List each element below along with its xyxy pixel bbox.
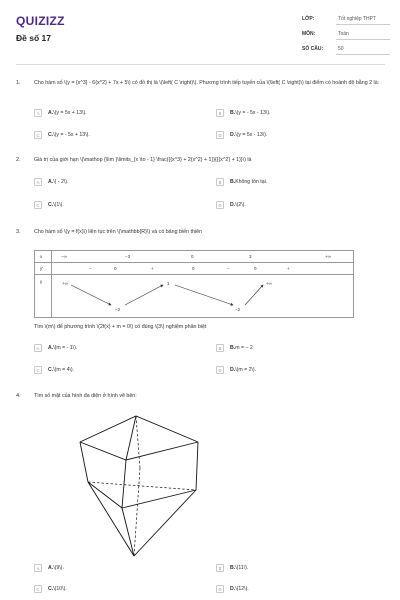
vt-yprime-label: y': [40, 266, 44, 271]
option-letter-box: D: [216, 131, 224, 139]
question-number: 2.: [16, 157, 21, 163]
meta-underline: [336, 39, 390, 40]
vt-y-value: −2: [235, 307, 241, 312]
option-text: \(1\).: [53, 202, 64, 208]
option-letter-box: C: [34, 366, 42, 374]
polyhedron-side-edge: [196, 442, 198, 490]
vt-y-value: +∞: [62, 281, 68, 286]
question-text: Cho hàm số \(y = f(x)\) liên tục trên \(\mathbb{R}\) và có bảng biến thiên: [34, 229, 202, 235]
vt-yprime-sign: −: [89, 266, 92, 271]
option-text: \( - 2\).: [53, 179, 69, 185]
vt-yprime-sign: +: [151, 266, 154, 271]
option-letter-box: B: [216, 109, 224, 117]
option-text: \(11\).: [235, 565, 249, 571]
variation-table-row-x: [35, 251, 353, 263]
option-label: B.: [230, 110, 236, 116]
option-label: C.: [48, 202, 54, 208]
variation-arrows: [35, 275, 355, 319]
polyhedron-hidden-edge: [88, 482, 196, 490]
polyhedron-side-edge: [80, 442, 88, 482]
option-letter-box: A: [34, 109, 42, 117]
meta-value: 50: [338, 46, 344, 52]
polyhedron-bottom-edge: [134, 490, 196, 556]
polyhedron-apex-edge: [126, 416, 136, 460]
polyhedron-bottom-edge: [88, 482, 134, 556]
polyhedron-side-edge: [88, 482, 122, 508]
option-text: Không tồn tại.: [235, 179, 268, 185]
option-text: \(9\).: [53, 565, 64, 571]
option-letter-box: D: [216, 366, 224, 374]
meta-underline: [336, 54, 390, 55]
meta-label: MÔN:: [302, 31, 316, 37]
option-text: \(y = - 5x + 13\).: [53, 132, 90, 138]
option-text: \(10\).: [53, 586, 67, 592]
meta-label: LỚP:: [302, 16, 315, 22]
option-text: \(y = 5x + 13\).: [53, 110, 87, 116]
arrow-up: [125, 285, 163, 305]
option-label: B.: [230, 345, 236, 351]
vt-yprime-zero: 0: [254, 266, 257, 271]
option-text: \(m = 4\).: [53, 367, 75, 373]
question-text: Cho hàm số \(y = {x^3} - 6{x^2} + 7x + 5\) có đồ thị là \(\left( C \right)\). Phương trình tiếp tuyến của \(\left( C \right)\) tại điểm có hoành độ bằng 2 là:: [34, 80, 380, 86]
question-text-continued: Tìm \(m\) để phương trình \(2f(x) + m = 0\) có đúng \(3\) nghiệm phân biệt: [34, 324, 207, 330]
option-label: A.: [48, 110, 54, 116]
variation-table: [34, 250, 354, 318]
option-text: \(y = - 5x - 13\).: [235, 110, 271, 116]
option-letter-box: A: [34, 564, 42, 572]
option-text: \(m = 2\).: [235, 367, 257, 373]
option-label: B.: [230, 179, 236, 185]
meta-label: SỐ CÂU:: [302, 46, 324, 52]
option-letter-box: A: [34, 344, 42, 352]
document-title: Đề số 17: [16, 33, 51, 43]
option-label: A.: [48, 345, 54, 351]
option-label: D.: [230, 367, 236, 373]
polyhedron-figure: [56, 408, 226, 563]
vt-y-label: y: [40, 279, 43, 284]
polyhedron-side-edge: [122, 490, 196, 508]
vt-yprime-zero: 0: [192, 266, 195, 271]
option-label: C.: [48, 367, 54, 373]
vt-yprime-sign: +: [287, 266, 290, 271]
vt-y-value: +∞: [266, 281, 272, 286]
option-text: \(12\).: [235, 586, 249, 592]
header-divider: [16, 64, 385, 65]
option-label: A.: [48, 565, 54, 571]
question-number: 1.: [16, 80, 21, 86]
option-text: m = − 2: [235, 345, 253, 351]
vt-x-value: 3: [249, 254, 252, 259]
option-letter-box: B: [216, 344, 224, 352]
vt-y-value: 1: [167, 281, 170, 286]
polyhedron-side-edge: [122, 460, 126, 508]
arrow-down: [71, 285, 111, 305]
option-label: B.: [230, 565, 236, 571]
option-text: \(2\).: [235, 202, 246, 208]
meta-value: Tốt nghiệp THPT: [338, 16, 376, 22]
question-number: 3.: [16, 229, 21, 235]
option-label: C.: [48, 132, 54, 138]
quizizz-logo: QUIZIZZ: [16, 14, 65, 28]
arrow-up: [245, 285, 263, 305]
vt-y-value: −2: [115, 307, 121, 312]
vt-x-value: −3: [125, 254, 131, 259]
vt-yprime-sign: −: [227, 266, 230, 271]
vt-x-value: 0: [191, 254, 194, 259]
option-letter-box: C: [34, 585, 42, 593]
question-text: Tìm số mặt của hình đa diện ở hình vẽ bên:: [34, 393, 137, 399]
meta-underline: [336, 24, 390, 25]
polyhedron-hidden-edge: [134, 468, 140, 556]
option-text: \(m = - 1\).: [53, 345, 78, 351]
option-letter-box: A: [34, 178, 42, 186]
option-letter-box: C: [34, 201, 42, 209]
option-text: \(y = 5x - 13\).: [235, 132, 268, 138]
polyhedron-top-edges: [80, 416, 198, 442]
option-label: D.: [230, 132, 236, 138]
option-label: C.: [48, 586, 54, 592]
question-text: Giá trị của giới hạn \(\mathop {\lim }\limits_{x \to - 1} \frac{{{x^3} + 2{x^2} + 1}}{{{x^2} + 1}}\) là: [34, 157, 252, 163]
option-label: A.: [48, 179, 54, 185]
vt-x-value: −∞: [61, 254, 67, 259]
vt-yprime-zero: 0: [114, 266, 117, 271]
option-letter-box: B: [216, 178, 224, 186]
option-label: D.: [230, 202, 236, 208]
polyhedron-bottom-edge: [122, 508, 134, 556]
arrow-down: [175, 285, 233, 305]
option-letter-box: C: [34, 131, 42, 139]
option-letter-box: B: [216, 564, 224, 572]
vt-x-label: x: [40, 254, 43, 259]
question-number: 4.: [16, 393, 21, 399]
polyhedron-hidden-edge: [136, 416, 140, 468]
meta-value: Toán: [338, 31, 349, 37]
vt-x-value: +∞: [325, 254, 331, 259]
option-label: D.: [230, 586, 236, 592]
option-letter-box: D: [216, 585, 224, 593]
option-letter-box: D: [216, 201, 224, 209]
